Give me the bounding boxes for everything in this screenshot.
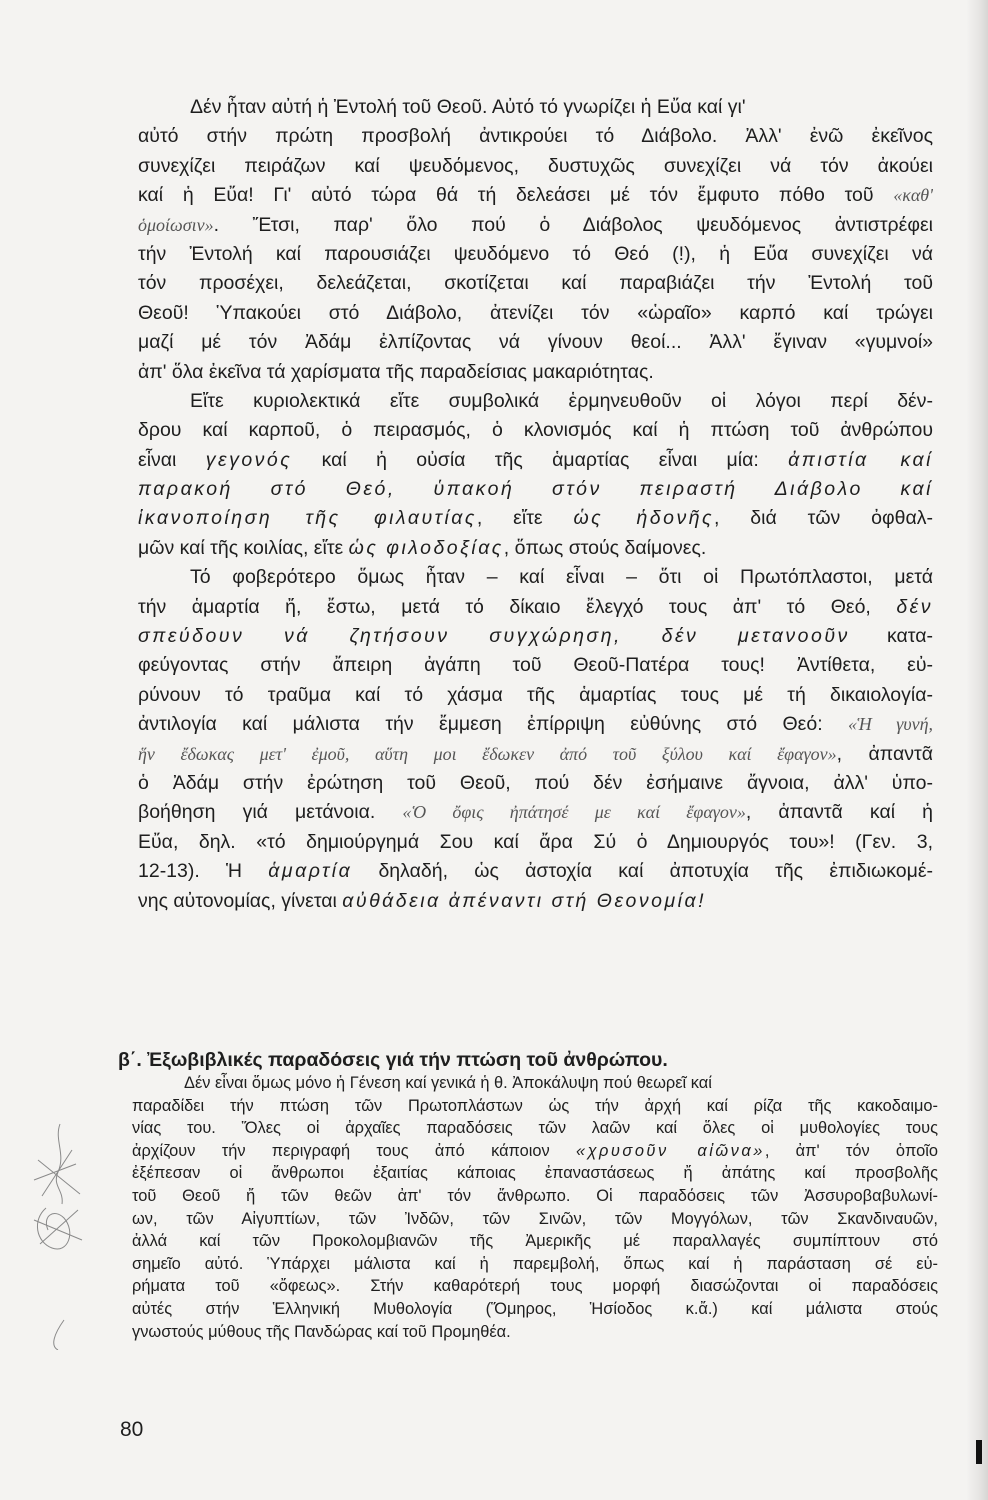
text-line — [138, 798, 933, 827]
text-line — [132, 1140, 938, 1163]
text-span: φεύγοντας στήν ἄπειρη ἀγάπη τοῦ Θεοῦ-Πατέρα τους! Ἀντίθετα, εὐ- — [138, 654, 933, 677]
binding-mark — [976, 1440, 982, 1464]
text-line — [132, 1298, 938, 1321]
text-line — [138, 681, 933, 710]
text-line — [132, 1230, 938, 1253]
text-span: , εἴτε — [476, 507, 574, 530]
text-span: τήν Ἐντολή καί παρουσιάζει ψευδόμενο τό Θεό (!), ἡ Εὔα συνεχίζει νά — [138, 242, 933, 265]
text-line — [132, 1162, 938, 1185]
text-span: Τό φοβερότερο ὅμως ἦταν – καί εἶναι – ὅτι οἱ Πρωτόπλαστοι, μετά — [190, 566, 933, 589]
text-span: ρήματα τοῦ «ὄφεως». Στήν καθαρότερή τους μορφή διασώζονται οἱ παραδόσεις — [132, 1277, 938, 1296]
text-span: τήν ἁμαρτία ἤ, ἔστω, μετά τό δίκαιο ἔλεγχό τους ἀπ' τό Θεό, — [138, 595, 897, 618]
text-span: καί ἡ οὐσία τῆς ἁμαρτίας εἶναι μία: — [292, 448, 789, 471]
text-line — [132, 1275, 938, 1298]
text-line — [132, 1253, 938, 1276]
text-span: παραδίδει τήν πτώση τῶν Πρωτοπλάστων ὡς τήν ἀρχή καί ρίζα τῆς κακοδαιμο- — [132, 1096, 938, 1115]
text-line — [138, 328, 933, 357]
text-span: τόν προσέχει, δελεάζεται, σκοτίζεται καί παραβιάζει τήν Ἐντολή τοῦ — [138, 272, 933, 295]
emphasis-span: σπεύδουν νά ζητήσουν συγχώρηση, δέν μετανοοῦν — [138, 625, 850, 648]
text-line — [138, 740, 933, 769]
main-text — [138, 93, 933, 916]
text-span: ἀπ' ὅλα ἐκεῖνα τά χαρίσματα τῆς παραδείσιας μακαριότητας. — [138, 360, 654, 383]
emphasis-span: ὡς φιλοδοξίας — [348, 536, 504, 559]
text-span: αὐτές στήν Ἑλληνική Μυθολογία (Ὅμηρος, Ἡσίοδος κ.ἄ.) καί μάλιστα στούς — [132, 1299, 938, 1318]
text-span: ἀρχίζουν τήν περιγραφή τους ἀπό κάποιον — [132, 1141, 576, 1160]
text-line — [132, 1072, 938, 1095]
emphasis-span: «χρυσοῦν αἰῶνα» — [575, 1141, 765, 1160]
emphasis-span: ἀπιστία καί — [788, 448, 933, 471]
text-line — [138, 651, 933, 680]
text-line — [138, 828, 933, 857]
text-line — [132, 1095, 938, 1118]
text-line — [138, 240, 933, 269]
text-line — [138, 563, 933, 592]
text-line — [138, 475, 933, 504]
text-span: ὁ Ἀδάμ στήν ἐρώτηση τοῦ Θεοῦ, πού δέν ἐσήμαινε ἄγνοια, ἀλλ' ὑπο- — [138, 771, 933, 794]
text-line — [138, 211, 933, 240]
text-span: κατα- — [849, 625, 933, 648]
text-span: ἐξέπεσαν οἱ ἄνθρωποι ἐξαιτίας κάποιας ἐπαναστάσεως ἤ ἀπάτης καί προσβολῆς — [132, 1164, 938, 1183]
text-line — [132, 1321, 938, 1344]
text-line — [138, 857, 933, 886]
text-line — [138, 181, 933, 210]
text-span: μαζί μέ τόν Ἀδάμ ἐλπίζοντας νά γίνουν θεοί... Ἀλλ' ἔγιναν «γυμνοί» — [138, 331, 933, 354]
emphasis-span: ὁμοίωσιν» — [138, 214, 214, 235]
section-text — [132, 1072, 938, 1343]
text-span: ἀλλά καί τῶν Προκολομβιανῶν τῆς Ἀμερικῆς μέ παραλλαγές συμπίπτουν στό — [132, 1232, 938, 1251]
text-line — [138, 622, 933, 651]
text-span: , ἀπ' τόν ὁποῖο — [764, 1141, 938, 1160]
text-line — [132, 1185, 938, 1208]
text-line — [138, 769, 933, 798]
margin-pencil-scribble — [24, 1120, 90, 1350]
text-line — [138, 122, 933, 151]
text-span: δρου καί καρποῦ, ὁ πειρασμός, ὁ κλονισμός καί ἡ πτώση τοῦ ἀνθρώπου — [138, 419, 933, 442]
text-span: εἶναι — [138, 448, 206, 471]
text-span: Εἴτε κυριολεκτικά εἴτε συμβολικά ἑρμηνευθοῦν οἱ λόγοι περί δέν- — [190, 389, 933, 412]
text-span: Δέν ἦταν αὐτή ἡ Ἐντολή τοῦ Θεοῦ. Αὐτό τό γνωρίζει ἡ Εὔα καί γι' — [190, 96, 746, 118]
text-line — [138, 593, 933, 622]
page-number: 80 — [120, 1418, 144, 1441]
emphasis-span: ἥν ἔδωκας μετ' ἐμοῦ, αὕτη μοι ἔδωκεν ἀπό τοῦ ξύλου καί ἔφαγον» — [138, 743, 837, 764]
text-span: μῶν καί τῆς κοιλίας, εἴτε — [138, 536, 349, 559]
text-line — [138, 152, 933, 181]
emphasis-span: αὐθάδεια ἀπέναντι στή Θεονομία! — [342, 889, 707, 912]
text-line — [138, 93, 933, 122]
emphasis-span: «καθ' — [893, 185, 933, 206]
emphasis-span: ἁμαρτία — [268, 860, 353, 883]
text-span: ων, τῶν Αἰγυπτίων, τῶν Ἰνδῶν, τῶν Σινῶν, τῶν Μογγόλων, τῶν Σκανδιναυῶν, — [132, 1209, 938, 1228]
emphasis-span: «Ἡ γυνή, — [848, 714, 933, 735]
text-span: , ὅπως στούς δαίμονες. — [503, 536, 707, 559]
section-heading: β΄. Ἐξωβιβλικές παραδόσεις γιά τήν πτώση τοῦ ἀνθρώπου. — [118, 1049, 668, 1071]
text-span: , διά τῶν ὀφθαλ- — [714, 507, 933, 530]
text-span: σημεῖο αὐτό. Ὑπάρχει μάλιστα καί ἡ παρεμβολή, ὅπως καί ἡ παράσταση σέ εὑ- — [132, 1254, 938, 1273]
text-line — [138, 358, 933, 387]
text-span: καί ἡ Εὔα! Γι' αὐτό τώρα θά τή δελεάσει μέ τόν ἔμφυτο πόθο τοῦ — [138, 184, 894, 207]
text-line — [138, 299, 933, 328]
page-edge-shadow — [966, 0, 988, 1500]
text-span: γνωστούς μύθους τῆς Πανδώρας καί τοῦ Προμηθέα. — [132, 1322, 511, 1341]
text-line — [138, 446, 933, 475]
emphasis-span: ὡς ἡδονῆς — [573, 507, 715, 530]
text-line — [132, 1208, 938, 1231]
text-span: . Ἔτσι, παρ' ὅλο πού ὁ Διάβολος ψευδόμενος ἀντιστρέφει — [213, 213, 933, 236]
text-span: Δέν εἶναι ὅμως μόνο ἡ Γένεση καί γενικά ἡ θ. Ἀποκάλυψη πού θεωρεῖ καί — [184, 1074, 712, 1092]
emphasis-span: δέν — [896, 595, 933, 618]
text-span: νίας του. Ὅλες οἱ ἀρχαῖες παραδόσεις τῶν λαῶν καί ὅλες οἱ μυθολογίες τους — [132, 1119, 938, 1138]
text-line — [138, 416, 933, 445]
text-span: ἀντιλογία καί μάλιστα τήν ἔμμεση ἐπίρριψη εὐθύνης στό Θεό: — [138, 713, 848, 736]
text-span: νης αὐτονομίας, γίνεται — [138, 889, 343, 912]
text-span: αὐτό στήν πρώτη προσβολή ἀντικρούει τό Διάβολο. Ἀλλ' ἐνῶ ἐκεῖνος — [138, 125, 933, 148]
text-span: δηλαδή, ὡς ἀστοχία καί ἀποτυχία τῆς ἐπιδιωκομέ- — [352, 860, 933, 883]
emphasis-span: γεγονός — [205, 448, 293, 471]
text-span: Θεοῦ! Ὑπακούει στό Διάβολο, ἀτενίζει τόν «ὡραῖο» καρπό καί τρώγει — [138, 301, 933, 324]
emphasis-span: ἱκανοποίηση τῆς φιλαυτίας — [138, 507, 477, 530]
text-span: τοῦ Θεοῦ ἤ τῶν θεῶν ἀπ' τόν ἄνθρωπο. Οἱ παραδόσεις τῶν Ἀσσυροβαβυλωνί- — [132, 1186, 938, 1205]
text-line — [138, 710, 933, 739]
text-span: συνεχίζει πειράζων καί ψευδόμενος, δυστυχῶς συνεχίζει νά τόν ἀκούει — [138, 154, 933, 177]
text-span: Εὔα, δηλ. «τό δημιούργημά Σου καί ἄρα Σύ ὁ Δημιουργός του»! (Γεν. 3, — [138, 830, 933, 853]
text-span: , ἀπαντᾶ — [836, 742, 933, 765]
text-line — [138, 887, 933, 916]
text-line — [132, 1117, 938, 1140]
text-line — [138, 504, 933, 533]
text-line — [138, 387, 933, 416]
text-span: , ἀπαντᾶ καί ἡ — [745, 801, 933, 824]
text-line — [138, 534, 933, 563]
emphasis-span: παρακοή στό Θεό, ὑπακοή στόν πειραστή Διάβολο καί — [138, 478, 933, 501]
text-line — [138, 269, 933, 298]
text-span: ρύνουν τό τραῦμα καί τό χάσμα τῆς ἁμαρτίας τους μέ τή δικαιολογία- — [138, 683, 933, 706]
text-span: 12-13). Ἡ — [138, 860, 269, 883]
emphasis-span: «Ὁ ὄφις ἠπάτησέ με καί ἔφαγον» — [402, 802, 746, 823]
text-span: βοήθηση γιά μετάνοια. — [138, 801, 403, 824]
